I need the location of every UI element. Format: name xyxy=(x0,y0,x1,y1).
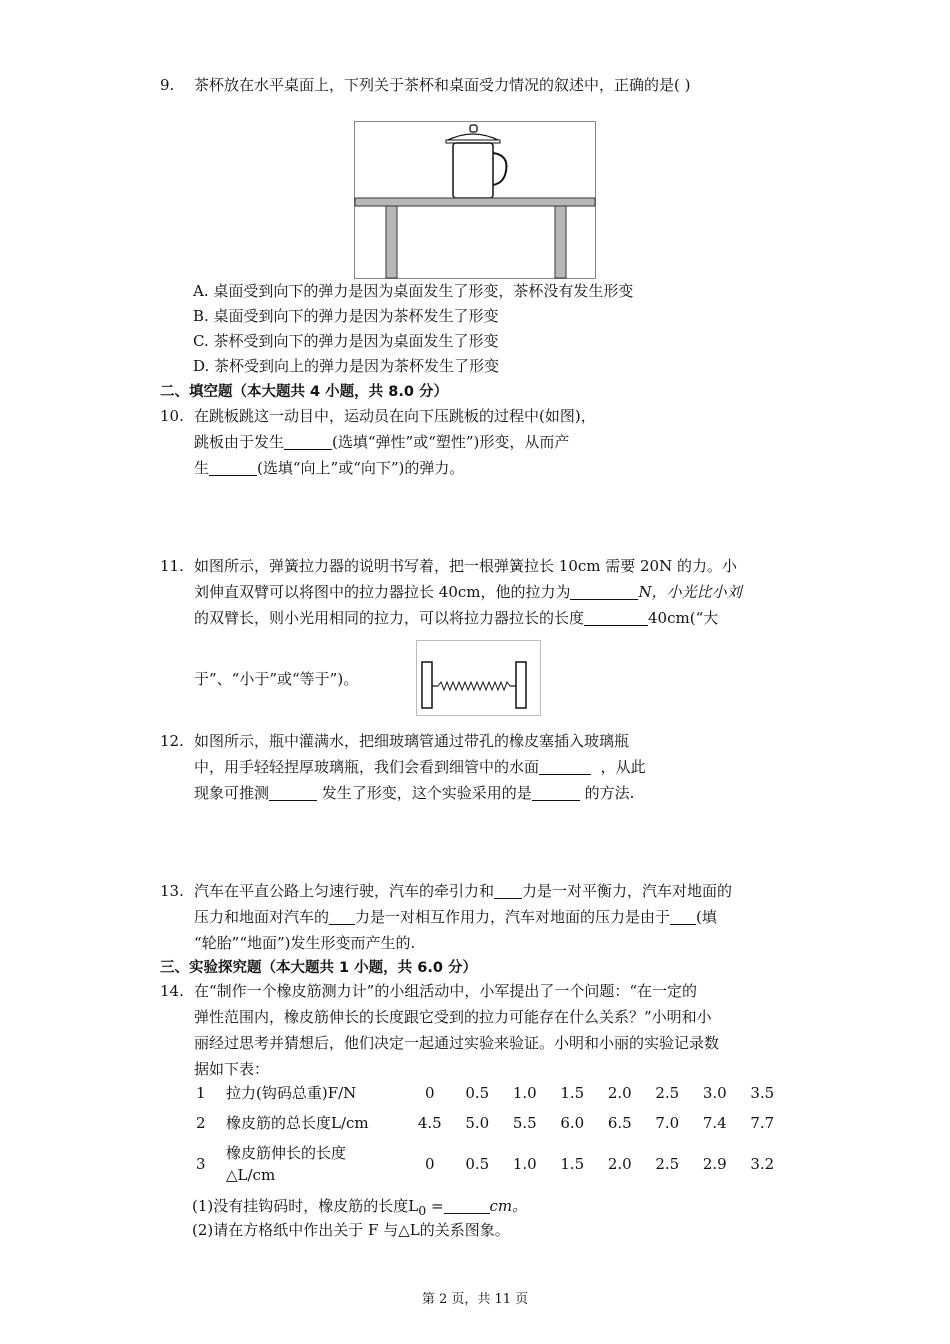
answer-blank[interactable] xyxy=(570,583,638,600)
answer-blank[interactable] xyxy=(444,1197,490,1214)
question-14-part-2: (2)请在方格纸中作出关于 F 与△L的关系图象。 xyxy=(192,1221,510,1239)
table-cell: 1.0 xyxy=(512,1084,537,1102)
question-text: 力是一对平衡力，汽车对地面的 xyxy=(522,882,733,900)
row-index: 3 xyxy=(196,1155,206,1173)
table-cell: 6.0 xyxy=(560,1114,585,1132)
question-number: 12. xyxy=(160,732,184,750)
answer-blank[interactable] xyxy=(284,433,332,450)
section-3-heading: 三、实验探究题（本大题共 1 小题，共 6.0 分） xyxy=(160,960,477,976)
answer-blank[interactable] xyxy=(494,882,522,899)
table-cell: 2.5 xyxy=(655,1155,680,1173)
question-number: 10. xyxy=(160,407,184,425)
question-text: (选填“向上”或“向下”)的弹力。 xyxy=(257,459,465,477)
question-text: 跳板由于发生 xyxy=(194,433,285,451)
table-cell: 4.5 xyxy=(417,1114,442,1132)
question-text: 力是一对相互作用力，汽车对地面的压力是由于 xyxy=(355,908,671,926)
answer-blank[interactable] xyxy=(532,784,580,801)
table-cell: 6.5 xyxy=(607,1114,632,1132)
row-label: 橡皮筋的总长度L/cm xyxy=(226,1114,369,1132)
table-cell: 0 xyxy=(424,1084,435,1102)
spring-expander-figure xyxy=(416,640,541,720)
question-11 xyxy=(160,553,742,631)
question-text: 在跳板跳这一动目中，运动员在向下压跳板的过程中(如图)， xyxy=(194,407,596,425)
answer-blank[interactable] xyxy=(539,758,591,775)
experiment-data-table xyxy=(192,1078,786,1190)
table-cell: 3.5 xyxy=(750,1084,775,1102)
question-text: 现象可推测 xyxy=(194,784,270,802)
option-c: C. 茶杯受到向下的弹力是因为桌面发生了形变 xyxy=(193,332,499,350)
question-14 xyxy=(160,978,719,1082)
question-text: cm。 xyxy=(489,1197,528,1215)
table-cell: 2.9 xyxy=(702,1155,727,1173)
table-row xyxy=(192,1078,786,1108)
question-number: 11. xyxy=(160,557,184,575)
row-index: 2 xyxy=(196,1114,206,1132)
question-text: 40cm(“大 xyxy=(648,609,719,627)
question-text: 刘伸直双臂可以将图中的拉力器拉长 40cm，他的拉力为 xyxy=(194,583,571,601)
table-row xyxy=(192,1138,786,1190)
question-text: “轮胎”“地面”)发生形变而产生的. xyxy=(194,934,416,952)
table-cell: 0.5 xyxy=(465,1155,490,1173)
question-text: 如图所示，弹簧拉力器的说明书写着，把一根弹簧拉长 10cm 需要 20N 的力。小 xyxy=(194,557,737,575)
question-text: 在“制作一个橡皮筋测力计”的小组活动中，小军提出了一个问题：“在一定的 xyxy=(194,982,698,1000)
table-cell: 2.0 xyxy=(607,1084,632,1102)
question-9-stem xyxy=(160,72,690,98)
question-text: 发生了形变，这个实验采用的是 xyxy=(321,784,532,802)
question-number: 14. xyxy=(160,982,184,1000)
question-text: = xyxy=(426,1197,444,1215)
option-a: A. 桌面受到向下的弹力是因为桌面发生了形变，茶杯没有发生形变 xyxy=(193,282,634,300)
table-cell: 7.4 xyxy=(702,1114,727,1132)
subscript: 0 xyxy=(418,1203,427,1218)
question-text: 的方法. xyxy=(584,784,635,802)
row-index: 1 xyxy=(196,1084,206,1102)
answer-blank[interactable] xyxy=(584,609,648,626)
question-text: 中，用手轻轻捏厚玻璃瓶，我们会看到细管中的水面 xyxy=(194,758,540,776)
option-b: B. 桌面受到向下的弹力是因为茶杯发生了形变 xyxy=(193,307,499,325)
table-cell: 1.5 xyxy=(560,1155,585,1173)
table-cell: 2.0 xyxy=(607,1155,632,1173)
question-text: 丽经过思考并猜想后，他们决定一起通过实验来验证。小明和小丽的实验记录数 xyxy=(194,1034,720,1052)
question-text: 据如下表： xyxy=(194,1060,270,1078)
question-10 xyxy=(160,403,596,481)
option-d: D. 茶杯受到向上的弹力是因为茶杯发生了形变 xyxy=(193,357,500,375)
answer-blank[interactable] xyxy=(670,908,696,925)
answer-blank[interactable] xyxy=(329,908,355,925)
question-text: 如图所示，瓶中灌满水，把细玻璃管通过带孔的橡皮塞插入玻璃瓶 xyxy=(194,732,630,750)
question-text: N，小光比小刘 xyxy=(638,583,742,601)
table-cell: 5.5 xyxy=(512,1114,537,1132)
table-cell: 0 xyxy=(424,1155,435,1173)
answer-blank[interactable] xyxy=(209,459,257,476)
question-text: ，从此 xyxy=(600,758,646,776)
table-cell: 1.5 xyxy=(560,1084,585,1102)
table-cell: 3.2 xyxy=(750,1155,775,1173)
question-text: 生 xyxy=(194,459,210,477)
question-11-line4: 于”、“小于”或“等于”)。 xyxy=(194,670,359,688)
question-text: 汽车在平直公路上匀速行驶，汽车的牵引力和 xyxy=(194,882,495,900)
page-footer: 第 2 页，共 11 页 xyxy=(421,1292,529,1307)
section-2-heading: 二、填空题（本大题共 4 小题，共 8.0 分） xyxy=(160,384,448,400)
row-label: 橡皮筋伸长的长度△L/cm xyxy=(226,1144,347,1184)
table-cell: 2.5 xyxy=(655,1084,680,1102)
question-text: 的双臂长，则小光用相同的拉力，可以将拉力器拉长的长度 xyxy=(194,609,585,627)
table-cell: 0.5 xyxy=(465,1084,490,1102)
question-text: (1)没有挂钩码时，橡皮筋的长度L xyxy=(192,1197,419,1215)
question-text: 弹性范围内，橡皮筋伸长的长度跟它受到的拉力可能存在什么关系？”小明和小 xyxy=(194,1008,712,1026)
table-cell: 7.0 xyxy=(655,1114,680,1132)
table-row xyxy=(192,1108,786,1138)
question-number: 13. xyxy=(160,882,184,900)
table-cell: 3.0 xyxy=(702,1084,727,1102)
answer-blank[interactable] xyxy=(269,784,317,801)
table-cell: 7.7 xyxy=(750,1114,775,1132)
question-text: 茶杯放在水平桌面上，下列关于茶杯和桌面受力情况的叙述中，正确的是( ) xyxy=(194,76,691,94)
question-12 xyxy=(160,728,646,806)
table-cell: 5.0 xyxy=(465,1114,490,1132)
row-label: 拉力(钩码总重)F/N xyxy=(226,1084,357,1102)
teacup-table-figure xyxy=(354,121,596,283)
table-cell: 1.0 xyxy=(512,1155,537,1173)
question-number: 9. xyxy=(160,76,175,94)
question-13 xyxy=(160,878,732,956)
question-text: (填 xyxy=(696,908,717,926)
question-text: (选填“弹性”或“塑性”)形变，从而产 xyxy=(332,433,570,451)
question-text: 压力和地面对汽车的 xyxy=(194,908,330,926)
